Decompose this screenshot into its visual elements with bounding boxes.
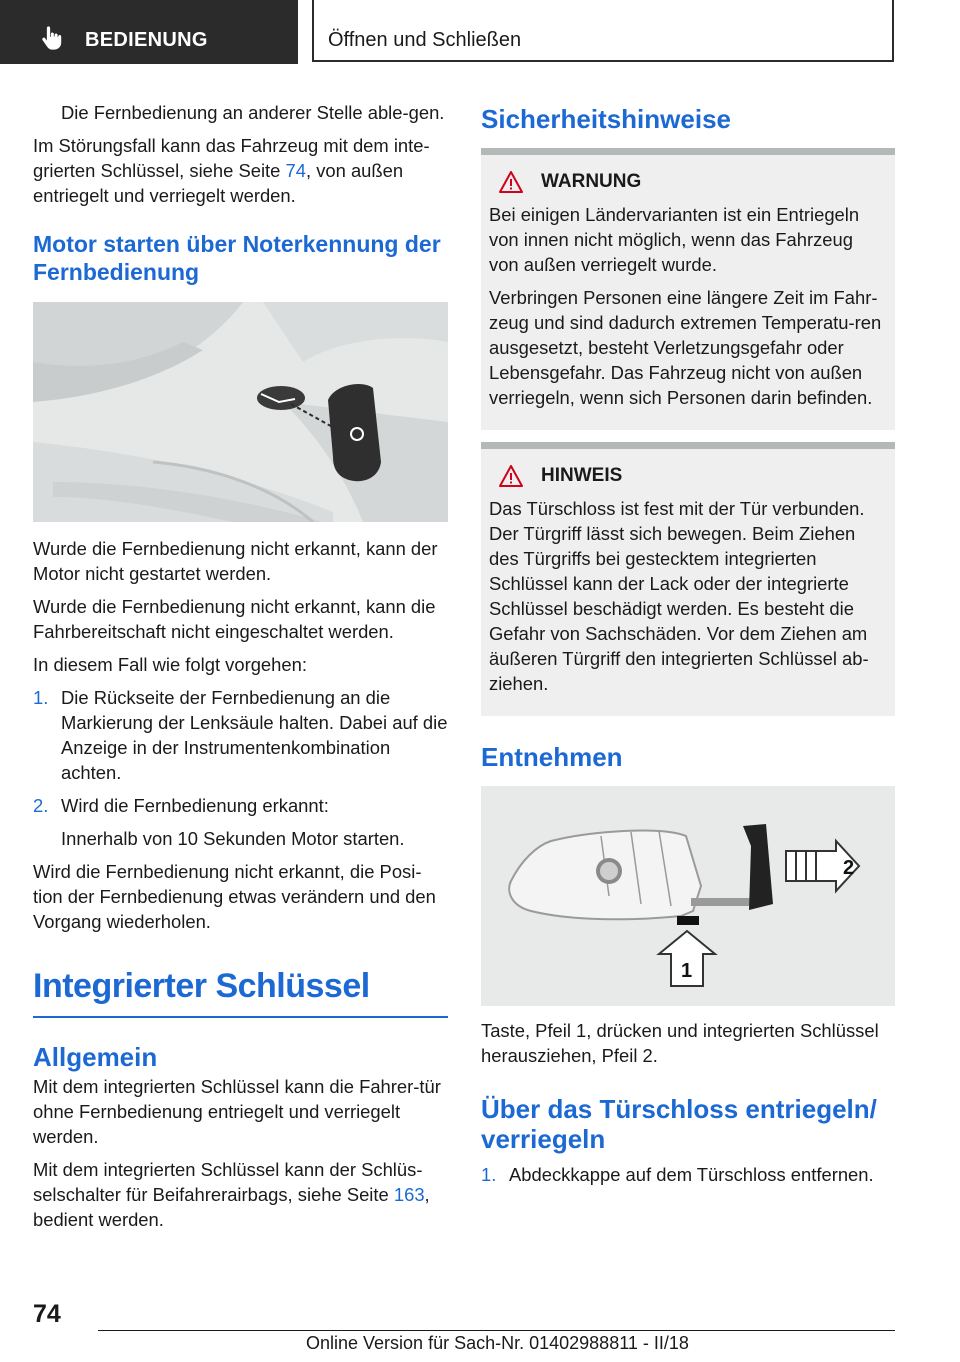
paragraph: Mit dem integrierten Schlüssel kann die Fahrer-tür ohne Fernbedienung entriegelt und verriegelt werden. bbox=[33, 1076, 441, 1147]
step-text: Die Rückseite der Fernbedienung an die Markierung der Lenksäule halten. Dabei auf die Anzeige in der Instrumentenkombination achten. bbox=[61, 687, 448, 783]
section-heading: Motor starten über Noterkennung der Fernbedienung bbox=[33, 231, 441, 285]
paragraph: Die Fernbedienung an anderer Stelle able-gen. bbox=[61, 102, 445, 123]
section-heading: Allgemein bbox=[33, 1042, 158, 1072]
page-link[interactable]: 163 bbox=[393, 1184, 425, 1205]
paragraph: Taste, Pfeil 1, drücken und integrierten Schlüssel herausziehen, Pfeil 2. bbox=[481, 1020, 879, 1066]
key-removal-illustration bbox=[481, 786, 895, 1006]
page-header bbox=[0, 0, 960, 66]
heading-rule bbox=[33, 1016, 448, 1018]
left-column bbox=[33, 100, 448, 1232]
steering-column-illustration bbox=[33, 302, 448, 522]
step-text: Wird die Fernbedienung erkannt: bbox=[61, 795, 329, 816]
footer-rule bbox=[98, 1330, 895, 1331]
paragraph: Das Türschloss ist fest mit der Tür verbunden. Der Türgriff lässt sich bewegen. Beim Ziehen des Türgriffs bei gestecktem integrierten Schlüssel kann der Lack oder der integrierte Schlüssel beschädigt werden. Es besteht die Gefahr von Sachschäden. Vor dem Ziehen am äußeren Türgriff den integrierten Schlüssel ab-ziehen. bbox=[489, 498, 869, 694]
paragraph: Bei einigen Ländervarianten ist ein Entriegeln von innen nicht möglich, wenn das Fahrzeug von außen verriegelt wurde. bbox=[489, 204, 860, 275]
list-item bbox=[33, 685, 448, 785]
steps-list bbox=[33, 685, 448, 818]
paragraph bbox=[33, 133, 448, 208]
warning-triangle-icon bbox=[499, 171, 523, 193]
step-number: 2. bbox=[33, 795, 49, 816]
text: Mit dem integrierten Schlüssel kann der Schlüs-selschalter für Beifahrerairbags, siehe Seite bbox=[33, 1159, 423, 1205]
box-bar bbox=[481, 442, 895, 449]
paragraph: In diesem Fall wie folgt vorgehen: bbox=[33, 654, 307, 675]
right-column bbox=[481, 100, 895, 1187]
hand-pointer-icon bbox=[38, 24, 66, 52]
box-bar bbox=[481, 148, 895, 155]
list-item bbox=[33, 793, 448, 818]
section-tab bbox=[0, 0, 298, 64]
page-number: 74 bbox=[33, 1300, 61, 1328]
step-number: 1. bbox=[33, 687, 49, 708]
chapter-tab bbox=[312, 0, 894, 62]
caution-triangle-icon bbox=[499, 465, 523, 487]
paragraph: Innerhalb von 10 Sekunden Motor starten. bbox=[61, 828, 405, 849]
section-label: BEDIENUNG bbox=[85, 29, 208, 51]
arrow-1-label: 1 bbox=[681, 960, 693, 982]
hint-title bbox=[499, 462, 887, 490]
step-text: Abdeckkappe auf dem Türschloss entfernen. bbox=[509, 1164, 874, 1185]
hint-label: HINWEIS bbox=[541, 465, 623, 486]
paragraph: Wird die Fernbedienung nicht erkannt, die Posi-tion der Fernbedienung etwas verändern und den Vorgang wiederholen. bbox=[33, 861, 436, 932]
step-number: 1. bbox=[481, 1164, 497, 1185]
hint-box bbox=[481, 442, 895, 716]
paragraph: Wurde die Fernbedienung nicht erkannt, kann der Motor nicht gestartet werden. bbox=[33, 538, 438, 584]
warning-box bbox=[481, 148, 895, 430]
text: , bedient werden. bbox=[33, 1184, 430, 1230]
section-heading: Über das Türschloss entriegeln/ verriegeln bbox=[481, 1094, 877, 1154]
chapter-heading: Integrierter Schlüssel bbox=[33, 967, 370, 1005]
paragraph: Wurde die Fernbedienung nicht erkannt, kann die Fahrbereitschaft nicht eingeschaltet werden. bbox=[33, 596, 436, 642]
section-heading: Sicherheitshinweise bbox=[481, 104, 731, 134]
warning-label: WARNUNG bbox=[541, 171, 642, 192]
steps-list bbox=[481, 1162, 895, 1187]
page-link[interactable]: 74 bbox=[285, 160, 306, 181]
text: Im Störungsfall kann das Fahrzeug mit dem inte-grierten Schlüssel, siehe Seite bbox=[33, 135, 430, 181]
paragraph bbox=[33, 1157, 448, 1232]
text: , von außen entriegelt und verriegelt werden. bbox=[33, 160, 404, 206]
footer-version: Online Version für Sach-Nr. 01402988811 - II/18 bbox=[306, 1333, 689, 1353]
warning-title bbox=[499, 168, 887, 196]
list-item bbox=[481, 1162, 895, 1187]
key-removal-figure bbox=[481, 786, 895, 1006]
section-heading: Entnehmen bbox=[481, 742, 623, 772]
steering-column-figure bbox=[33, 302, 448, 522]
arrow-2-label: 2 bbox=[843, 857, 855, 879]
chapter-label: Öffnen und Schließen bbox=[328, 29, 522, 51]
paragraph: Verbringen Personen eine längere Zeit im Fahr-zeug und sind dadurch extremen Temperatu-ren ausgesetzt, besteht Verletzungsgefahr oder Lebensgefahr. Das Fahrzeug nicht von außen verriegeln, wenn sich Personen darin befinden. bbox=[489, 287, 882, 408]
